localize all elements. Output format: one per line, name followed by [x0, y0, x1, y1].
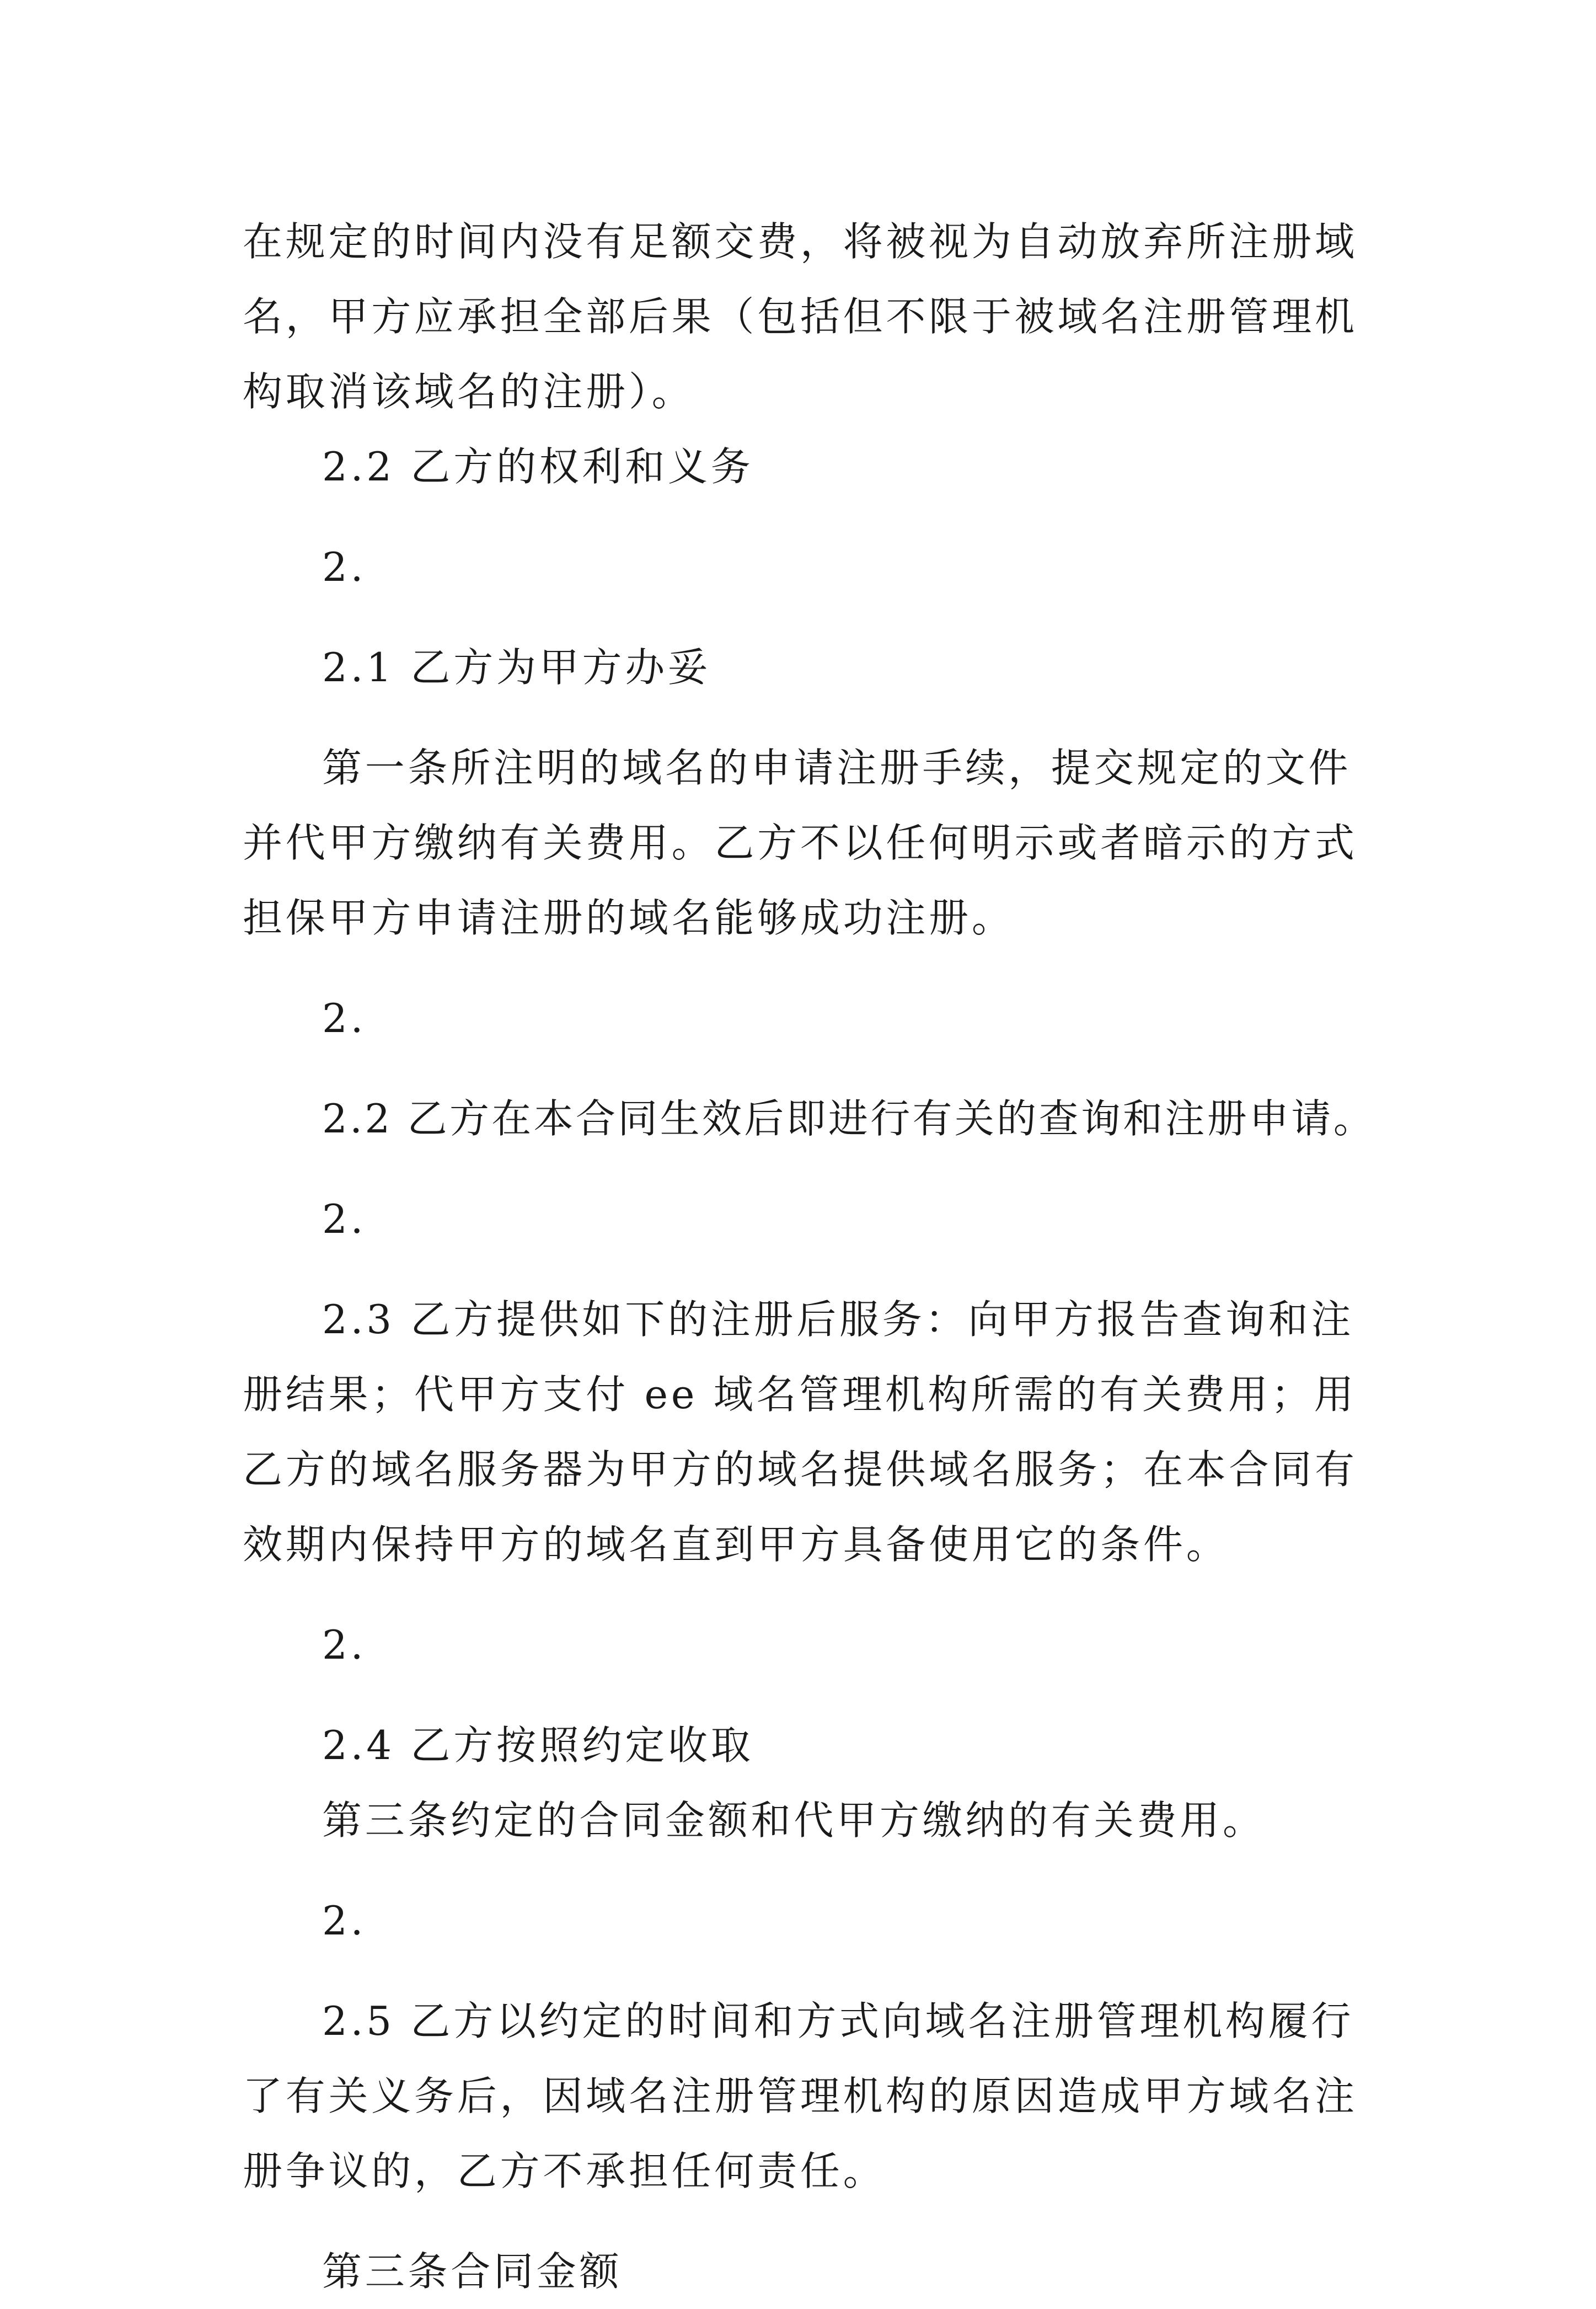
clause-number: 2. [322, 1622, 367, 1668]
clause-2-1: 2.1 乙方为甲方办妥 [322, 644, 711, 691]
heading-party-b-rights: 2.2 乙方的权利和义务 [322, 443, 754, 490]
clause-2-4: 2.4 乙方按照约定收取 [322, 1722, 754, 1768]
paragraph-registration-fee: 在规定的时间内没有足额交费，将被视为自动放弃所注册域名，甲方应承担全部后果（包括但不限于被域名注册管理机构取消该域名的注册）。 [243, 218, 1358, 415]
paragraph-registration-procedure: 第一条所注明的域名的申请注册手续，提交规定的文件并代甲方缴纳有关费用。乙方不以任何明示或者暗示的方式担保甲方申请注册的域名能够成功注册。 [243, 745, 1358, 941]
heading-article-three: 第三条合同金额 [322, 2248, 623, 2295]
clause-number: 2. [322, 1196, 367, 1242]
clause-number: 2. [322, 1898, 367, 1944]
paragraph-contract-fee: 第三条约定的合同金额和代甲方缴纳的有关费用。 [322, 1797, 1266, 1843]
clause-2-2: 2.2 乙方在本合同生效后即进行有关的查询和注册申请。 [322, 1095, 1376, 1142]
clause-number: 2. [322, 995, 367, 1041]
clause-2-3: 2.3 乙方提供如下的注册后服务：向甲方报告查询和注册结果；代甲方支付 ee 域名管理机构所需的有关费用；用乙方的域名服务器为甲方的域名提供域名服务；在本合同有效期内保持甲方的域名直到甲方具备使用它的条件。 [243, 1296, 1358, 1568]
clause-number: 2. [322, 544, 367, 590]
clause-2-5: 2.5 乙方以约定的时间和方式向域名注册管理机构履行了有关义务后，因域名注册管理机构的原因造成甲方域名注册争议的，乙方不承担任何责任。 [243, 1998, 1358, 2194]
document-body [243, 204, 1376, 2309]
